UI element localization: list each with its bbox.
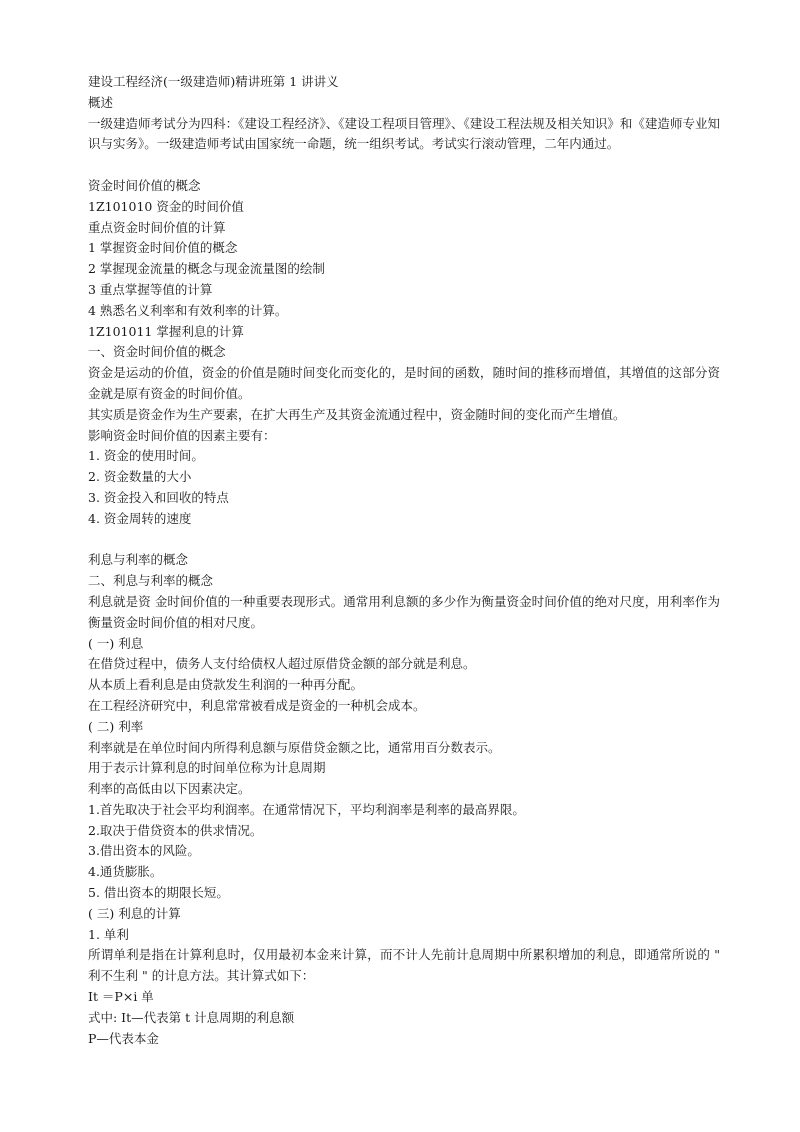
paragraph: 其实质是资金作为生产要素，在扩大再生产及其资金流通过程中，资金随时间的变化而产生增值。 [88, 406, 626, 422]
overview-heading: 概述 [88, 94, 114, 110]
paragraph: 在工程经济研究中，利息常常被看成是资金的一种机会成本。 [88, 697, 426, 713]
paragraph: 利率的高低由以下因素决定。 [88, 781, 251, 797]
list-item: 3 重点掌握等值的计算 [88, 281, 213, 297]
subsection-heading: 一、资金时间价值的概念 [88, 344, 226, 360]
list-item: 1 掌握资金时间价值的概念 [88, 240, 238, 256]
definition: P—代表本金 [88, 1030, 159, 1046]
section-title: 资金时间价值的概念 [88, 177, 201, 193]
section-code: 1Z101010 资金的时间价值 [88, 198, 244, 214]
subsection-heading: ( 一) 利息 [88, 635, 144, 651]
list-item: 1. 资金的使用时间。 [88, 448, 204, 464]
list-item: 2. 资金数量的大小 [88, 469, 192, 485]
paragraph: 利息就是资 金时间价值的一种重要表现形式。通常用利息额的多少作为衡量资金时间价值的绝对尺度，用利率作为衡量资金时间价值的相对尺度。 [88, 593, 720, 630]
formula: It ＝P×i 单 [88, 989, 154, 1005]
document-title: 建设工程经济(一级建造师)精讲班第 1 讲讲义 [88, 74, 339, 89]
section-title: 利息与利率的概念 [88, 552, 189, 568]
document-page [88, 72, 724, 1049]
paragraph: 所谓单利是指在计算利息时，仅用最初本金来计算，而不计人先前计息周期中所累积增加的利息，即通常所说的 " 利不生利 " 的计息方法。其计算式如下： [88, 947, 724, 984]
paragraph: 用于表示计算利息的时间单位称为计息周期 [88, 760, 326, 776]
list-item: 2.取决于借贷资本的供求情况。 [88, 822, 263, 838]
definition: 式中: It—代表第 t 计息周期的利息额 [88, 1009, 295, 1025]
spacer [88, 155, 720, 176]
paragraph: 资金是运动的价值，资金的价值是随时间变化而变化的，是时间的函数，随时间的推移而增值，其增值的这部分资金就是原有资金的时间价值。 [88, 365, 720, 401]
section-code: 1Z101011 掌握利息的计算 [88, 323, 244, 339]
subsection-heading: 二、利息与利率的概念 [88, 573, 214, 589]
spacer [88, 530, 720, 551]
subsection-heading: 1. 单利 [88, 926, 129, 942]
section-focus: 重点资金时间价值的计算 [88, 219, 226, 235]
list-item: 1.首先取决于社会平均利润率。在通常情况下，平均利润率是利率的最高界限。 [88, 801, 525, 817]
list-item: 4.通货膨胀。 [88, 864, 163, 880]
subsection-heading: ( 三) 利息的计算 [88, 905, 181, 921]
overview-paragraph: 一级建造师考试分为四科：《建设工程经济》、《建设工程项目管理》、《建设工程法规及相关知识》和《建造师专业知识与实务》。一级建造师考试由国家统一命题，统一组织考试。考试实行滚动管理，二年内通过。 [88, 115, 720, 152]
paragraph: 影响资金时间价值的因素主要有： [88, 427, 276, 443]
subsection-heading: ( 二) 利率 [88, 718, 144, 734]
list-item: 5. 借出资本的期限长短。 [88, 885, 229, 901]
paragraph: 从本质上看利息是由贷款发生利润的一种再分配。 [88, 677, 364, 693]
list-item: 4. 资金周转的速度 [88, 510, 192, 526]
list-item: 3. 资金投入和回收的特点 [88, 489, 229, 505]
list-item: 3.借出资本的风险。 [88, 843, 200, 859]
paragraph: 在借贷过程中，债务人支付给债权人超过原借贷金额的部分就是利息。 [88, 656, 476, 672]
list-item: 4 熟悉名义利率和有效利率的计算。 [88, 302, 288, 318]
list-item: 2 掌握现金流量的概念与现金流量图的绘制 [88, 261, 325, 277]
paragraph: 利率就是在单位时间内所得利息额与原借贷金额之比，通常用百分数表示。 [88, 739, 501, 755]
